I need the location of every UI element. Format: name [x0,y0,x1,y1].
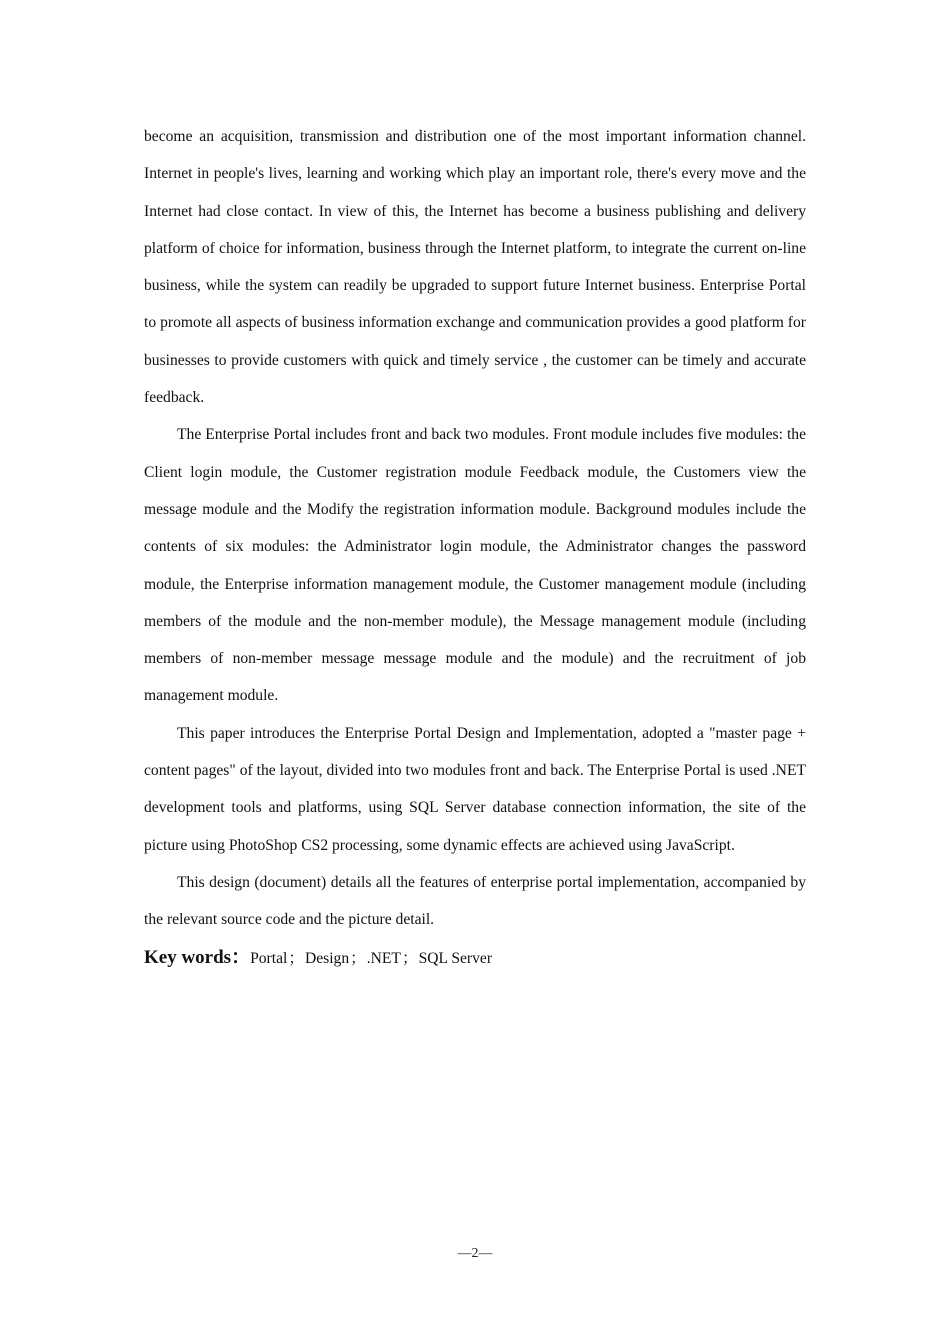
keywords-label: Key words： [144,946,251,968]
document-page [144,118,806,974]
keyword-item: Portal [250,949,288,967]
keyword-item: SQL Server [418,949,493,967]
body-paragraph-4: This design (document) details all the features of enterprise portal implementation, accompanied by the relevant source code and the picture detail. [144,873,806,929]
keyword-separator: ； [350,949,366,967]
body-paragraph-3: This paper introduces the Enterprise Portal Design and Implementation, adopted a "master page + content pages" of the layout, divided into two modules front and back. The Enterprise Portal is used .NET development tools and platforms, using SQL Server database connection information, the site of the picture using PhotoShop CS2 processing, some dynamic effects are achieved using JavaScript. [144,724,806,854]
keyword-separator: ； [288,949,304,967]
keyword-item: Design [304,949,350,967]
page-number: —2— [457,1246,493,1261]
body-paragraph-1: become an acquisition, transmission and distribution one of the most important information channel. Internet in people's lives, learning and working which play an important role, there's every move and the Internet had close contact. In view of this, the Internet has become a business publishing and delivery platform of choice for information, business through the Internet platform, to integrate the current on-line business, while the system can readily be upgraded to support future Internet business. Enterprise Portal to promote all aspects of business information exchange and communication provides a good platform for businesses to provide customers with quick and timely service , the customer can be timely and accurate feedback. [144,128,806,407]
keywords-line [144,943,806,974]
body-paragraph-2: The Enterprise Portal includes front and back two modules. Front module includes five modules: the Client login module, the Customer registration module Feedback module, the Customers view the message module and the Modify the registration information module. Background modules include the contents of six modules: the Administrator login module, the Administrator changes the password module, the Enterprise information management module, the Customer management module (including members of the module and the non-member module), the Message management module (including members of non-member message message module and the module) and the recruitment of job management module. [144,426,806,705]
keyword-item: .NET [366,949,401,967]
keyword-separator: ； [401,949,418,967]
